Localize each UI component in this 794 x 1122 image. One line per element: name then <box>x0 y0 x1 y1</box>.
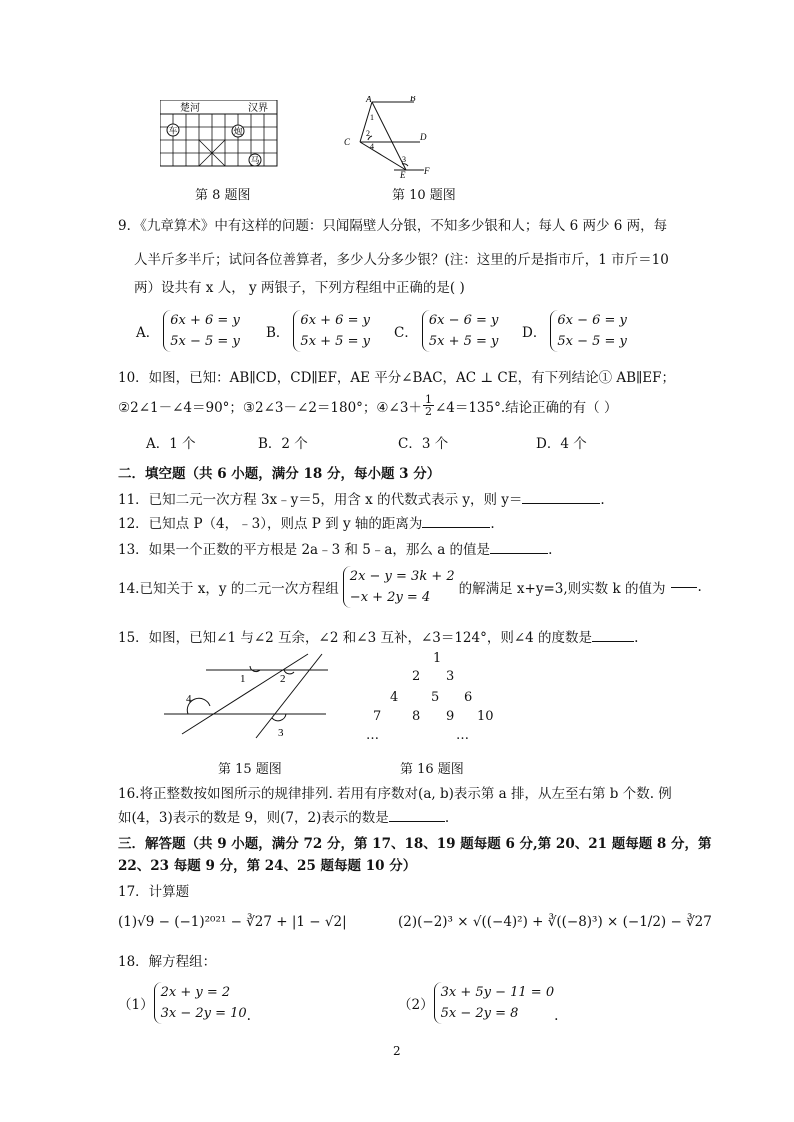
chessboard-figure <box>160 100 280 170</box>
figure-15 <box>160 652 340 744</box>
section-3-heading-line1: 三．解答题（共 9 小题，满分 72 分，第 17、18、19 题每题 6 分,第 20、21 题每题 8 分，第 <box>118 836 712 852</box>
q9-option-d[interactable]: D． 6x − 6 = y 5x − 5 = y <box>522 310 627 352</box>
svg-text:C: C <box>344 137 351 147</box>
q9-option-b[interactable]: B． 6x + 6 = y 5x + 5 = y <box>266 310 370 352</box>
svg-text:1: 1 <box>240 673 246 685</box>
svg-text:A: A <box>366 96 372 104</box>
q17-part2: (2)(−2)³ × √((−4)²) + ∛((−8)³) × (−1/2) − ∛27 <box>398 914 712 930</box>
chess-label-right: 汉界 <box>248 103 268 114</box>
q18-part2: （2） 3x + 5y − 11 = 0 5x − 2y = 8 . <box>398 982 558 1024</box>
q9-line1: 9．《九章算术》中有这样的问题：只闻隔壁人分银，不知多少银和人；每人 6 两少 6 两，每 <box>118 218 668 234</box>
figure-10 <box>338 96 438 178</box>
svg-text:F: F <box>424 166 430 176</box>
q9-line3: 两）设共有 x 人， y 两银子，下列方程组中正确的是( ) <box>134 280 465 296</box>
q10-line2: ②2∠1－∠4＝90°；③2∠3－∠2＝180°；④∠3＋ $\frac{1}{2}$ ∠4＝135°.结论正确的有（ ） <box>118 393 618 418</box>
q16-line1: 16.将正整数按如图所示的规律排列. 若用有序数对(a, b)表示第 a 排，从左至右第 b 个数. 例 <box>118 786 672 802</box>
q10-option-c[interactable]: C．3 个 <box>398 436 449 452</box>
q12: 12．已知点 P（4，﹣3），则点 P 到 y 轴的距离为 . <box>118 516 495 532</box>
figure-8-caption: 第 8 题图 <box>195 188 251 203</box>
q13: 13．如果一个正数的平方根是 2a﹣3 和 5﹣a，那么 a 的值是 . <box>118 542 553 558</box>
chess-piece-pao: 炮 <box>233 126 243 137</box>
figure-15-caption: 第 15 题图 <box>218 762 282 777</box>
q17-title: 17．计算题 <box>118 884 190 900</box>
section-3-heading-line2: 22、23 每题 9 分，第 24、25 题每题 10 分） <box>118 858 417 874</box>
q16-line2: 如(4，3)表示的数是 9，则(7，2)表示的数是 . <box>118 810 450 826</box>
q17-part1: (1)√9 − (−1)²⁰²¹ − ∛27 + |1 − √2| <box>118 914 347 930</box>
svg-text:D: D <box>420 132 427 142</box>
svg-text:2: 2 <box>280 673 286 685</box>
svg-text:E: E <box>400 170 406 178</box>
figure-10-caption: 第 10 题图 <box>392 188 456 203</box>
chess-label-left: 楚河 <box>180 103 200 114</box>
svg-text:2: 2 <box>366 129 370 138</box>
section-2-heading: 二．填空题（共 6 小题，满分 18 分，每小题 3 分） <box>118 466 441 482</box>
q10-line1: 10．如图，已知：AB∥CD，CD∥EF，AE 平分∠BAC，AC ⊥ CE，有下列结论① AB∥EF； <box>118 370 676 386</box>
q15: 15．如图，已知∠1 与∠2 互余，∠2 和∠3 互补，∠3＝124°，则∠4 的度数是 . <box>118 630 639 646</box>
svg-text:4: 4 <box>186 693 192 705</box>
svg-text:4: 4 <box>370 142 374 151</box>
chess-piece-ma: 马 <box>250 155 260 166</box>
q10-option-d[interactable]: D．4 个 <box>536 436 587 452</box>
q18-title: 18．解方程组： <box>118 954 217 970</box>
svg-text:3: 3 <box>278 727 284 739</box>
q11: 11．已知二元一次方程 3x﹣y＝5，用含 x 的代数式表示 y，则 y＝ . <box>118 492 605 508</box>
chess-piece-che: 车 <box>168 125 178 136</box>
svg-text:3: 3 <box>402 155 406 164</box>
q18-part1: （1） 2x + y = 2 3x − 2y = 10 . <box>118 982 251 1024</box>
q9-option-a[interactable]: A． 6x + 6 = y 5x − 5 = y <box>136 310 240 352</box>
q14: 14.已知关于 x，y 的二元一次方程组 2x − y = 3k + 2 −x + 2y = 4 的解满足 x+y=3,则实数 k 的值为 . <box>118 566 702 608</box>
q9-line2: 人半斤多半斤；试问各位善算者，多少人分多少银？(注：这里的斤是指市斤，1 市斤＝10 <box>134 252 669 268</box>
figure-16-caption: 第 16 题图 <box>400 762 464 777</box>
svg-text:B: B <box>410 96 416 103</box>
page-number: 2 <box>393 1044 401 1058</box>
q10-option-b[interactable]: B．2 个 <box>258 436 308 452</box>
q9-option-c[interactable]: C． 6x − 6 = y 5x + 5 = y <box>394 310 498 352</box>
q10-option-a[interactable]: A．1 个 <box>146 436 196 452</box>
svg-text:1: 1 <box>370 113 374 122</box>
